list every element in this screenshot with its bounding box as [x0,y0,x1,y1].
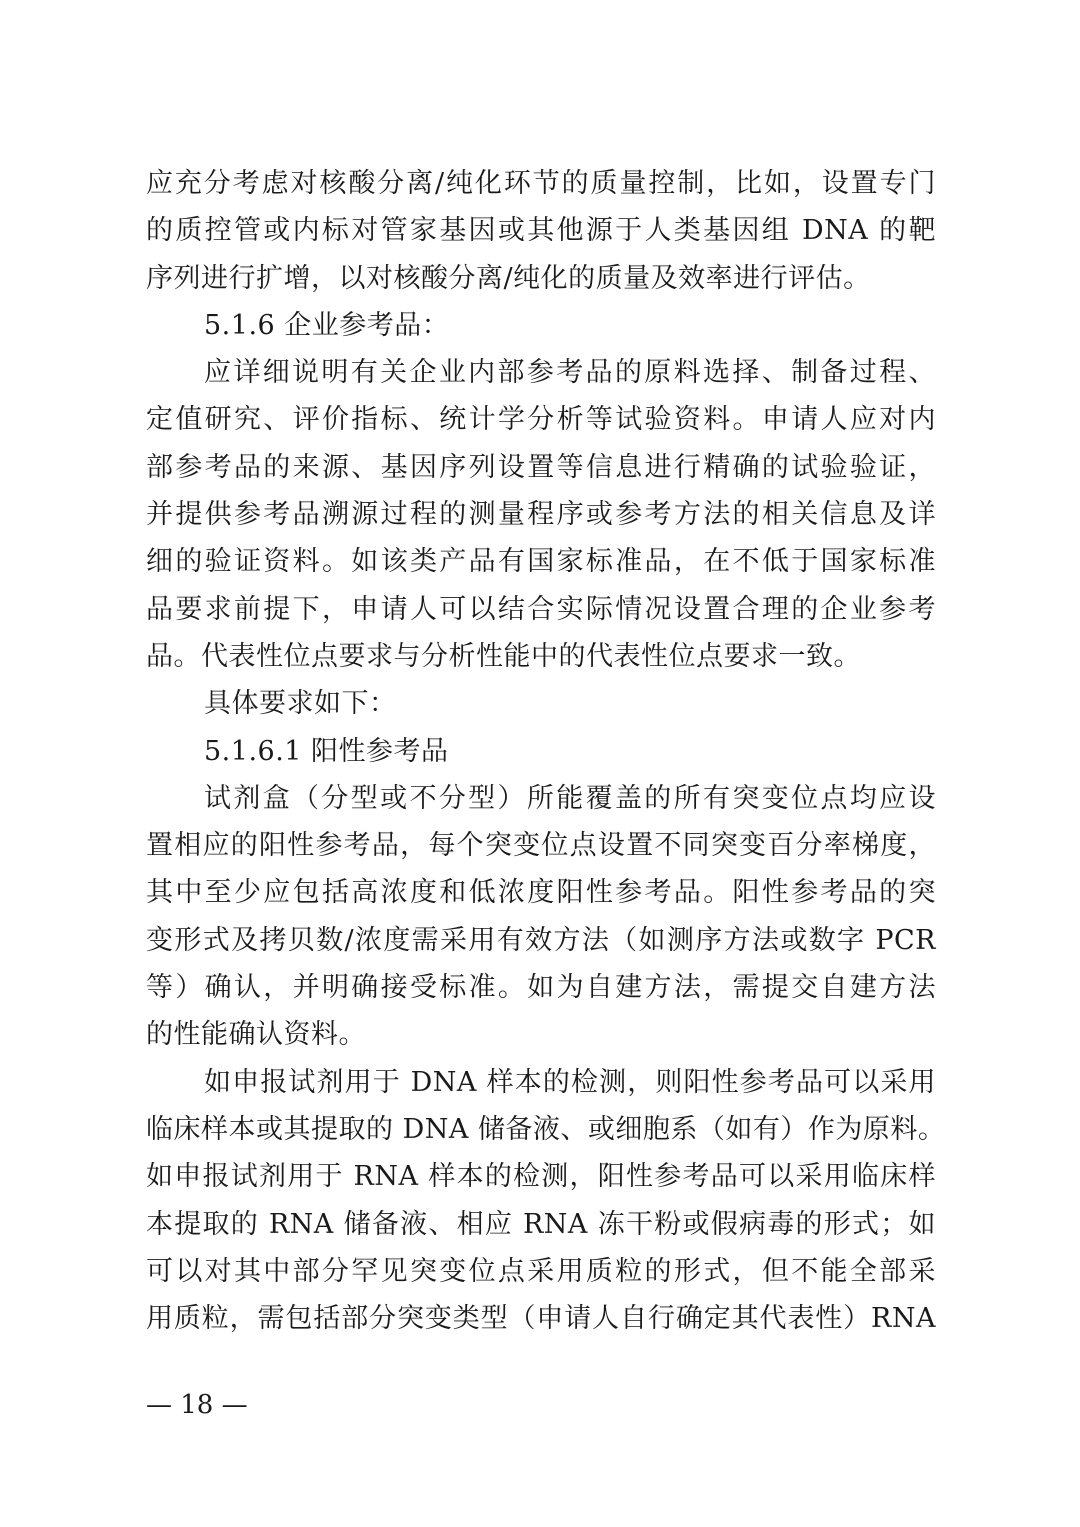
text-line: 临床样本或其提取的 DNA 储备液、或细胞系（如有）作为原料。 [146,1113,946,1145]
text-line: 如申报试剂用于 RNA 样本的检测，阳性参考品可以采用临床样 [146,1161,936,1193]
text-line: 部参考品的来源、基因序列设置等信息进行精确的试验验证， [146,451,936,483]
text-line: 用质粒，需包括部分突变类型（申请人自行确定其代表性）RNA [146,1303,936,1335]
text-line: 细的验证资料。如该类产品有国家标准品，在不低于国家标准 [146,546,936,578]
text-line: 变形式及拷贝数/浓度需采用有效方法（如测序方法或数字 PCR [146,924,936,956]
text-line: 试剂盒（分型或不分型）所能覆盖的所有突变位点均应设 [204,782,936,814]
body-text [146,160,946,1342]
text-line: 品要求前提下，申请人可以结合实际情况设置合理的企业参考 [146,593,936,625]
text-line: 本提取的 RNA 储备液、相应 RNA 冻干粉或假病毒的形式；如 [146,1208,936,1240]
text-line: 品。代表性位点要求与分析性能中的代表性位点要求一致。 [146,640,861,672]
text-line: 5.1.6.1 阳性参考品 [204,735,449,767]
text-line: 并提供参考品溯源过程的测量程序或参考方法的相关信息及详 [146,499,936,531]
text-line: 置相应的阳性参考品，每个突变位点设置不同突变百分率梯度， [146,830,936,862]
text-line: 具体要求如下： [204,688,397,720]
text-line: 其中至少应包括高浓度和低浓度阳性参考品。阳性参考品的突 [146,877,936,909]
text-line: 定值研究、评价指标、统计学分析等试验资料。申请人应对内 [146,404,936,436]
text-line: 的性能确认资料。 [146,1019,366,1051]
text-line: 如申报试剂用于 DNA 样本的检测，则阳性参考品可以采用 [204,1066,936,1098]
text-line: 序列进行扩增，以对核酸分离/纯化的质量及效率进行评估。 [146,262,871,294]
text-line: 等）确认，并明确接受标准。如为自建方法，需提交自建方法 [146,972,936,1004]
text-line: 应充分考虑对核酸分离/纯化环节的质量控制，比如，设置专门 [146,168,936,199]
text-line: 应详细说明有关企业内部参考品的原料选择、制备过程、 [204,357,936,389]
text-line: 的质控管或内标对管家基因或其他源于人类基因组 DNA 的靶 [146,215,936,247]
text-line: 5.1.6 企业参考品： [204,309,450,341]
text-line: 可以对其中部分罕见突变位点采用质粒的形式，但不能全部采 [146,1255,936,1287]
page-number: — 18 — [146,1390,248,1420]
